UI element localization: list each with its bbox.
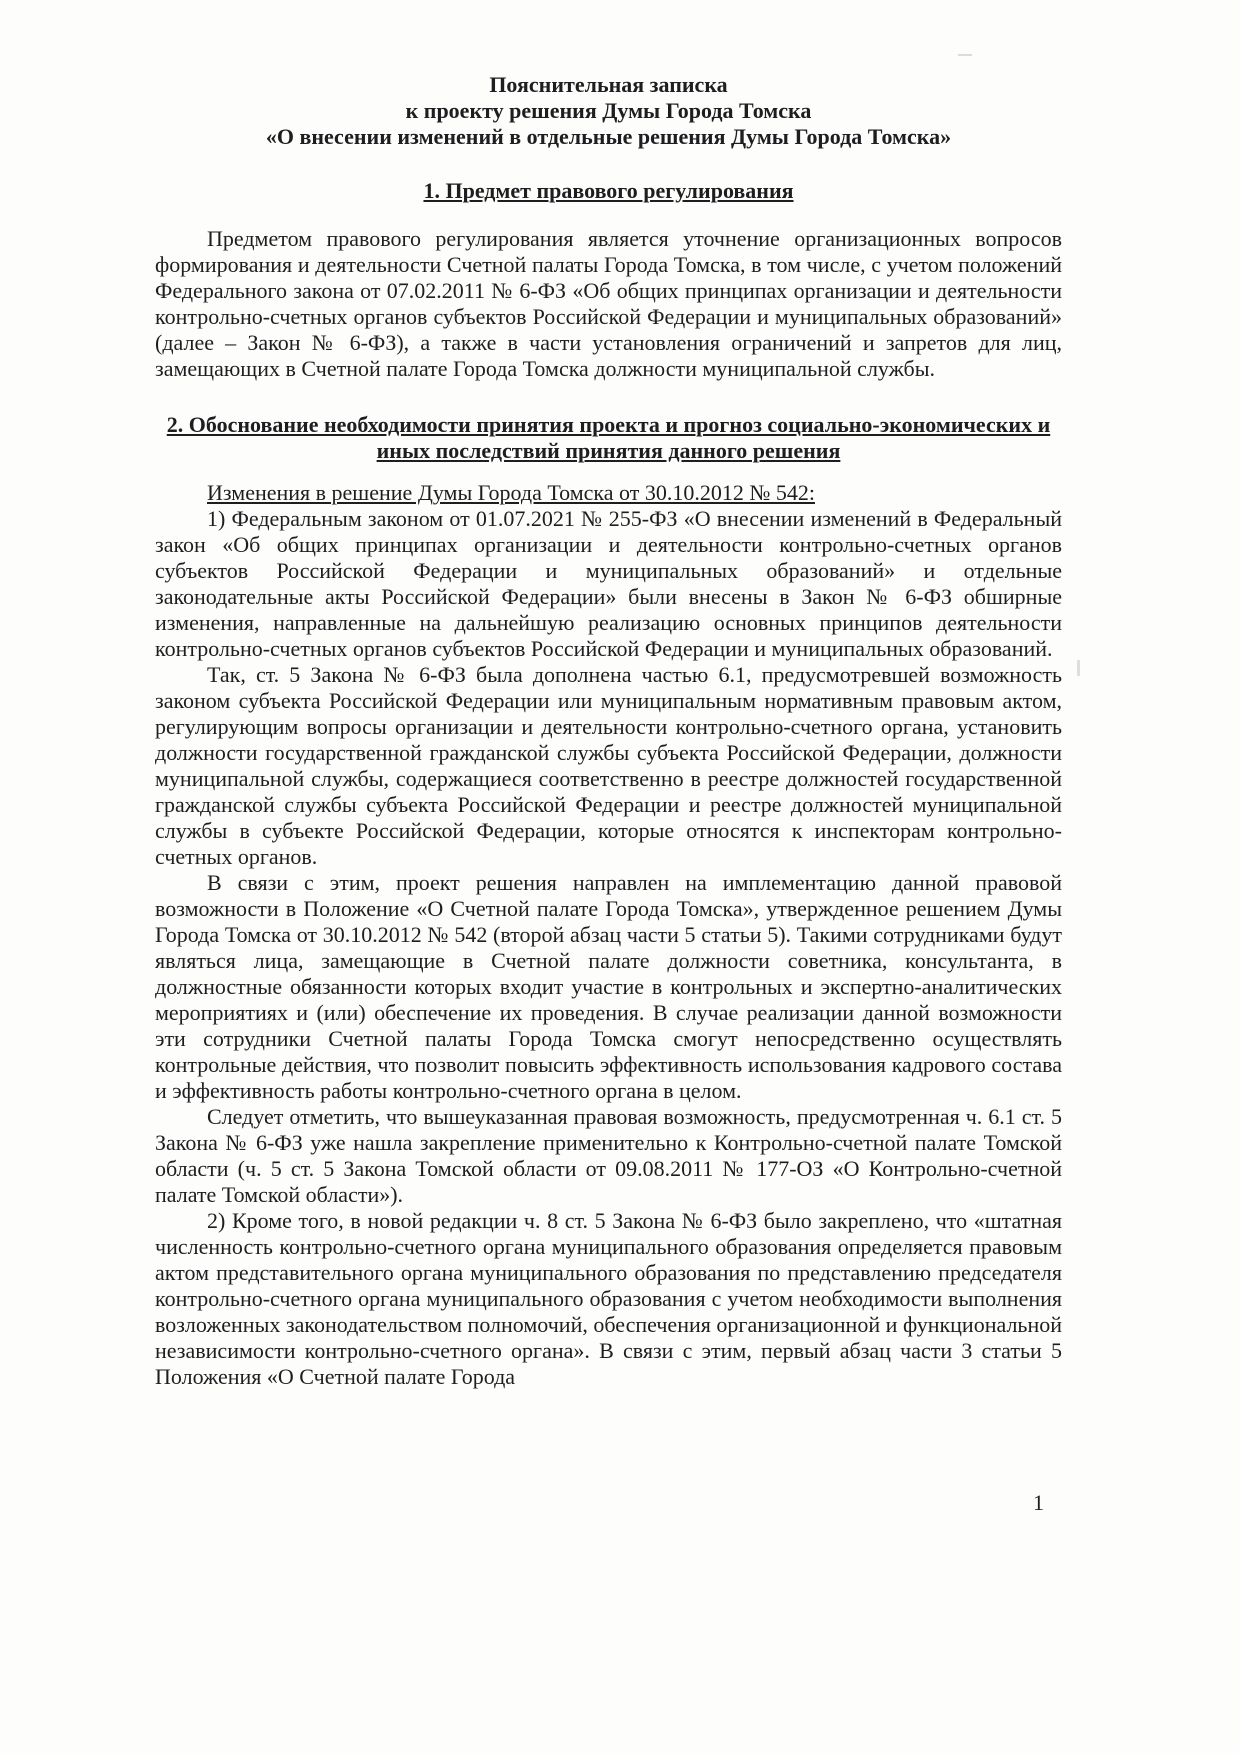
section-2-paragraph-5: 2) Кроме того, в новой редакции ч. 8 ст. 5 Закона № 6-ФЗ было закреплено, что «штатная численность контрольно-счетного органа муниципального образования определяется правовым актом представительного органа муниципального образования по представлению председателя контрольно-счетного органа муниципального образования с учетом необходимости выполнения возложенных законодательством полномочий, обеспечения организационной и функциональной независимости контрольно-счетного органа». В связи с этим, первый абзац части 3 статьи 5 Положения «О Счетной палате Города <box>155 1208 1062 1389</box>
title-line-2: к проекту решения Думы Города Томска <box>405 98 812 123</box>
scan-artifact <box>1077 660 1080 676</box>
section-1-heading: 1. Предмет правового регулирования <box>423 178 794 203</box>
title-line-1: Пояснительная записка <box>489 72 728 97</box>
page-number: 1 <box>1033 1490 1044 1515</box>
document-title <box>155 72 1062 150</box>
section-2-paragraph-2: Так, ст. 5 Закона № 6-ФЗ была дополнена частью 6.1, предусмотревшей возможность законом субъекта Российской Федерации или муниципальным нормативным правовым актом, регулирующим вопросы организации и деятельности контрольно-счетного органа, установить должности государственной гражданской службы субъекта Российской Федерации, должности муниципальной службы, содержащиеся соответственно в реестре должностей государственной гражданской службы субъекта Российской Федерации и реестре должностей муниципальной службы в субъекте Российской Федерации, которые относятся к инспекторам контрольно-счетных органов. <box>155 662 1062 869</box>
section-2-subheading: Изменения в решение Думы Города Томска от 30.10.2012 № 542: <box>207 480 815 505</box>
scan-artifact <box>958 54 972 56</box>
section-2-paragraph-3: В связи с этим, проект решения направлен на имплементацию данной правовой возможности в Положение «О Счетной палате Города Томска», утвержденное решением Думы Города Томска от 30.10.2012 № 542 (второй абзац части 5 статьи 5). Такими сотрудниками будут являться лица, замещающие в Счетной палате должности советника, консультанта, в должностные обязанности которых входит участие в контрольных и экспертно-аналитических мероприятиях и (или) обеспечение их проведения. В случае реализации данной возможности эти сотрудники Счетной палаты Города Томска смогут непосредственно осуществлять контрольные действия, что позволит повысить эффективность использования кадрового состава и эффективность работы контрольно-счетного органа в целом. <box>155 870 1062 1103</box>
title-line-3: «О внесении изменений в отдельные решения Думы Города Томска» <box>265 124 952 149</box>
section-2-paragraph-1: 1) Федеральным законом от 01.07.2021 № 255-ФЗ «О внесении изменений в Федеральный закон «Об общих принципах организации и деятельности контрольно-счетных органов субъектов Российской Федерации и муниципальных образований» и отдельные законодательные акты Российской Федерации» были внесены в Закон № 6-ФЗ обширные изменения, направленные на дальнейшую реализацию основных принципов деятельности контрольно-счетных органов субъектов Российской Федерации и муниципальных образований. <box>155 506 1062 661</box>
section-2-paragraph-4: Следует отметить, что вышеуказанная правовая возможность, предусмотренная ч. 6.1 ст. 5 Закона № 6-ФЗ уже нашла закрепление применительно к Контрольно-счетной палате Томской области (ч. 5 ст. 5 Закона Томской области от 09.08.2011 № 177-ОЗ «О Контрольно-счетной палате Томской области»). <box>155 1104 1062 1207</box>
section-2-heading: 2. Обоснование необходимости принятия проекта и прогноз социально-экономических и иных последствий принятия данного решения <box>166 412 1051 463</box>
section-1-paragraph: Предметом правового регулирования является уточнение организационных вопросов формирования и деятельности Счетной палаты Города Томска, в том числе, с учетом положений Федерального закона от 07.02.2011 № 6-ФЗ «Об общих принципах организации и деятельности контрольно-счетных органов субъектов Российской Федерации и муниципальных образований» (далее – Закон № 6-ФЗ), а также в части установления ограничений и запретов для лиц, замещающих в Счетной палате Города Томска должности муниципальной службы. <box>155 226 1062 381</box>
